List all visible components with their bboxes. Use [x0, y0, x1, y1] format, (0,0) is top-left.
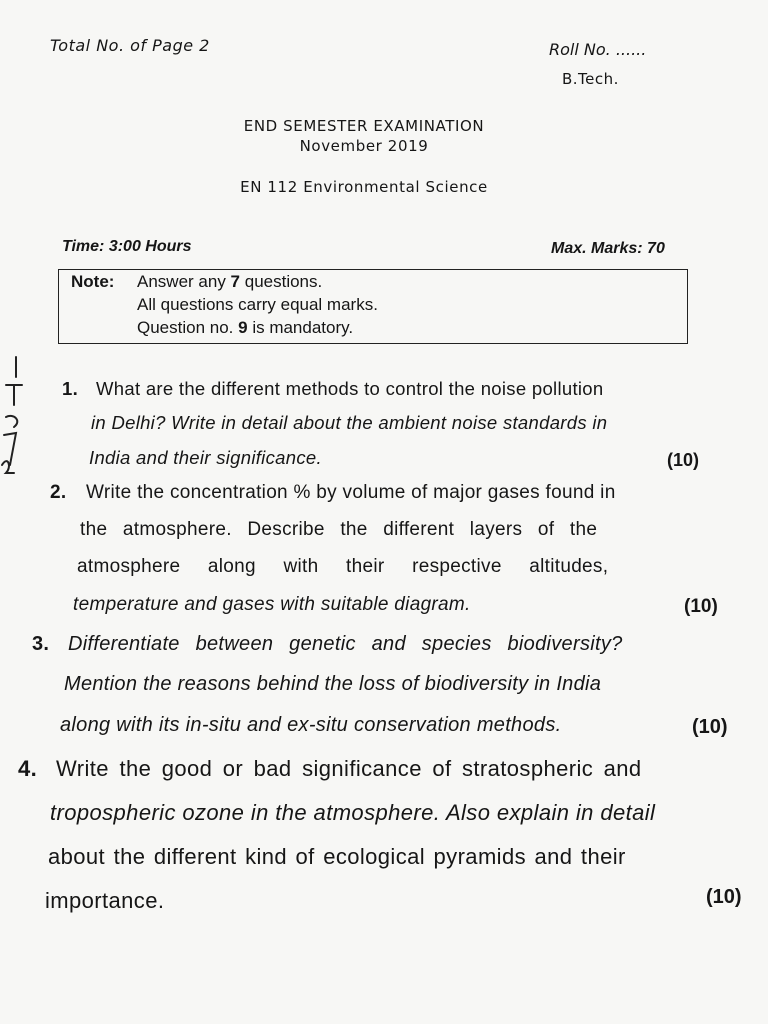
max-marks: Max. Marks: 70 [551, 240, 665, 257]
exam-duration: Time: 3:00 Hours [62, 238, 192, 255]
question-3-line-3: along with its in-situ and ex-situ conservation methods. [60, 714, 562, 736]
question-2-line-4: temperature and gases with suitable diagram. [73, 594, 471, 615]
question-4-line-4: importance. [45, 888, 165, 913]
question-2-marks: (10) [684, 596, 718, 617]
question-4-number: 4. [18, 756, 38, 781]
question-2-line-1: Write the concentration % by volume of major gases found in [86, 482, 616, 503]
question-3-line-2: Mention the reasons behind the loss of biodiversity in India [64, 673, 602, 695]
note-line-3: Question no. 9 is mandatory. [137, 318, 354, 337]
question-2-line-3: atmosphere along with their respective altitudes, [77, 556, 609, 577]
question-2-line-2: the atmosphere. Describe the different layers of the [80, 519, 598, 540]
exam-title: END SEMESTER EXAMINATION [243, 117, 485, 135]
question-4-marks: (10) [706, 886, 742, 908]
question-4-line-3: about the different kind of ecological pyramids and their [48, 844, 626, 869]
course-title: EN 112 Environmental Science [240, 178, 488, 196]
question-1-marks: (10) [667, 450, 700, 470]
question-1-number: 1. [62, 378, 79, 399]
question-4-line-1: Write the good or bad significance of stratospheric and [56, 756, 642, 781]
handwritten-margin-mark [0, 355, 40, 475]
note-line-2: All questions carry equal marks. [137, 295, 378, 314]
question-1-line-1: What are the different methods to control the noise pollution [96, 378, 604, 399]
exam-session: November 2019 [299, 137, 429, 155]
note-line-1: Answer any 7 questions. [137, 272, 323, 291]
note-label: Note: [71, 272, 115, 291]
total-pages: Total No. of Page 2 [50, 36, 210, 55]
program-name: B.Tech. [562, 70, 619, 88]
question-4-line-2: tropospheric ozone in the atmosphere. Also explain in detail [50, 800, 656, 825]
question-3-line-1: Differentiate between genetic and species biodiversity? [68, 633, 623, 655]
question-3-marks: (10) [692, 716, 728, 738]
roll-number: Roll No. ...... [549, 40, 647, 59]
question-1-line-3: India and their significance. [89, 447, 322, 468]
question-1-line-2: in Delhi? Write in detail about the ambient noise standards in [91, 412, 608, 433]
note-box [58, 269, 688, 344]
question-3-number: 3. [32, 633, 50, 655]
question-2-number: 2. [50, 482, 67, 503]
